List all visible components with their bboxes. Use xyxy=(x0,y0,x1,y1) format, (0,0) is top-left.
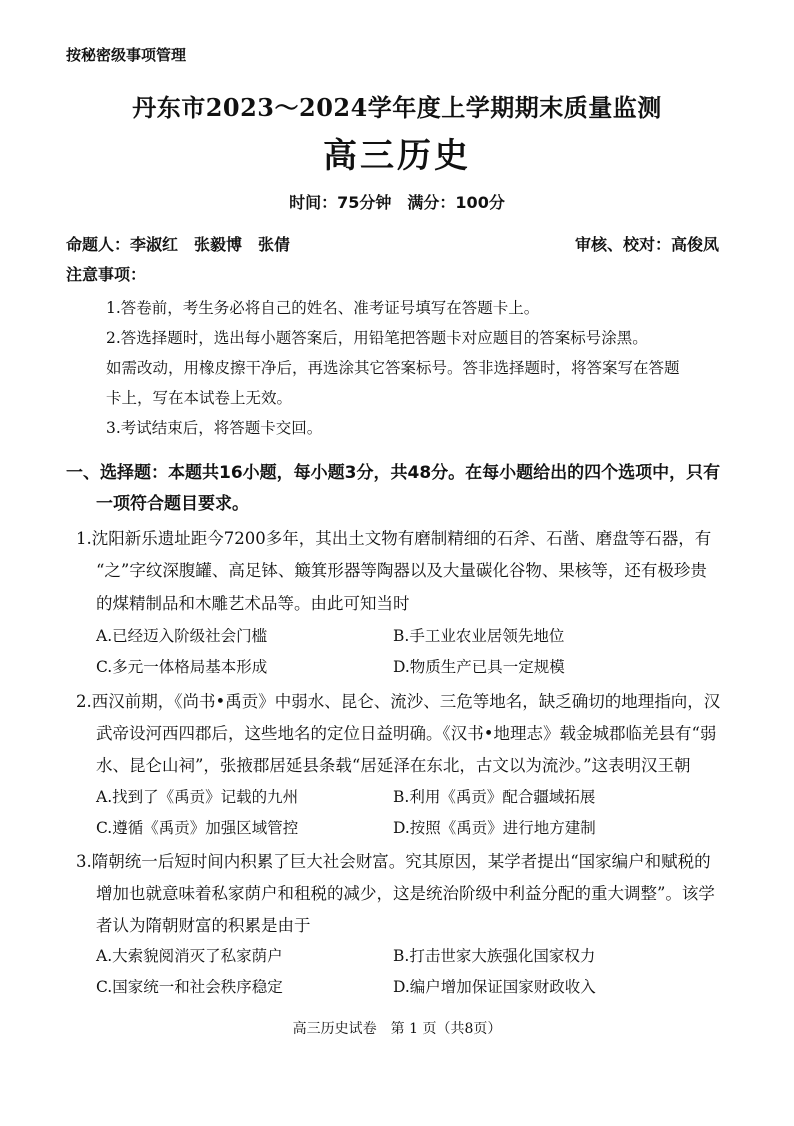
question-1-option-a: A.已经迈入阶级社会门槛 xyxy=(96,627,268,645)
question-1-text: “之”字纹深腹罐、高足钵、簸箕形器等陶器以及大量碳化谷物、果核等，还有极珍贵 xyxy=(96,561,707,580)
section-heading-cont: 一项符合题目要求。 xyxy=(96,494,249,514)
notice-line: 卡上，写在本试卷上无效。 xyxy=(106,389,293,407)
notice-line: 3.考试结束后，将答题卡交回。 xyxy=(106,419,323,437)
question-3-option-a: A.大索貌阅消灭了私家荫户 xyxy=(96,947,283,965)
time-and-score: 时间：75分钟 满分：100分 xyxy=(289,193,505,212)
question-1-option-c: C.多元一体格局基本形成 xyxy=(96,658,268,676)
notice-line: 2.答选择题时，选出每小题答案后，用铅笔把答题卡对应题目的答案标号涂黑。 xyxy=(106,329,648,347)
question-1-text: 的煤精制品和木雕艺术品等。由此可知当时 xyxy=(96,594,410,613)
question-3-text: 者认为隋朝财富的积累是由于 xyxy=(96,916,311,935)
notice-line: 1.答卷前，考生务必将自己的姓名、准考证号填写在答题卡上。 xyxy=(106,299,540,317)
question-1-text: 1.沈阳新乐遗址距今7200多年，其出土文物有磨制精细的石斧、石凿、磨盘等石器，有 xyxy=(76,529,712,548)
question-2-option-b: B.利用《禹贡》配合疆域拓展 xyxy=(393,788,596,806)
notice-line: 如需改动，用橡皮擦干净后，再选涂其它答案标号。答非选择题时，将答案写在答题 xyxy=(106,359,680,377)
question-3-option-d: D.编户增加保证国家财政收入 xyxy=(393,978,596,996)
question-3-option-b: B.打击世家大族强化国家权力 xyxy=(393,947,596,965)
page-footer: 高三历史试卷 第 1 页（共8页） xyxy=(292,1021,502,1037)
question-3-text: 增加也就意味着私家荫户和租税的减少，这是统治阶级中利益分配的重大调整”。该学 xyxy=(96,884,715,903)
question-1-option-d: D.物质生产已具一定规模 xyxy=(393,658,565,676)
subject-title: 高三历史 xyxy=(323,136,471,176)
notice-heading: 注意事项： xyxy=(66,265,147,284)
question-2-text: 武帝设河西四郡后，这些地名的定位日益明确。《汉书•地理志》载金城郡临羌县有“弱 xyxy=(96,724,717,743)
section-heading: 一、选择题：本题共16小题，每小题3分，共48分。在每小题给出的四个选项中，只有 xyxy=(66,463,721,483)
question-3-text: 3.隋朝统一后短时间内积累了巨大社会财富。究其原因，某学者提出“国家编户和赋税的 xyxy=(76,852,711,871)
question-2-text: 2.西汉前期，《尚书•禹贡》中弱水、昆仑、流沙、三危等地名，缺乏确切的地理指向，汉 xyxy=(76,692,721,711)
question-2-option-a: A.找到了《禹贡》记载的九州 xyxy=(96,788,299,806)
authors: 命题人：李淑红 张毅博 张倩 xyxy=(66,235,291,254)
secret-level-label: 按秘密级事项管理 xyxy=(66,46,187,64)
question-2-text: 水、昆仑山祠”，张掖郡居延县条载“居延泽在东北，古文以为流沙。”这表明汉王朝 xyxy=(96,756,691,775)
reviewers: 审核、校对：高俊凤 xyxy=(574,235,719,254)
question-1-option-b: B.手工业农业居领先地位 xyxy=(393,627,565,645)
question-2-option-c: C.遵循《禹贡》加强区域管控 xyxy=(96,819,299,837)
question-2-option-d: D.按照《禹贡》进行地方建制 xyxy=(393,819,596,837)
exam-title: 丹东市2023～2024学年度上学期期末质量监测 xyxy=(132,93,662,122)
question-3-option-c: C.国家统一和社会秩序稳定 xyxy=(96,978,283,996)
